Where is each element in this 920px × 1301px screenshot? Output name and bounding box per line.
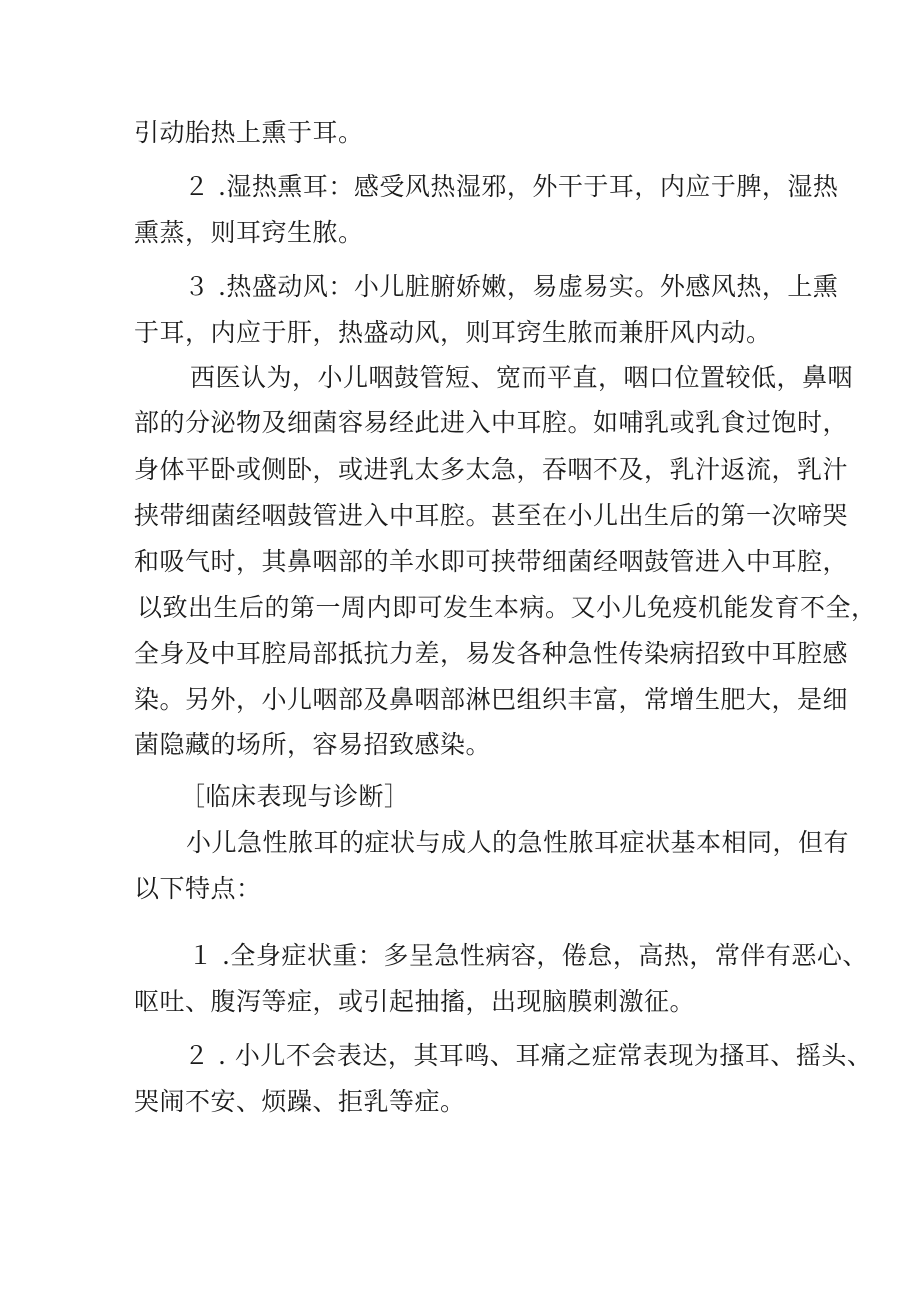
text-line: 全身及中耳腔局部抵抗力差，易发各种急性传染病招致中耳腔感: [134, 639, 849, 668]
text-line: ２ .湿热熏耳：感受风热湿邪，外干于耳，内应于脾，湿热: [184, 172, 839, 201]
text-line: 引动胎热上熏于耳。: [134, 118, 364, 147]
text-line: 挟带细菌经咽鼓管进入中耳腔。甚至在小儿出生后的第一次啼哭: [134, 501, 849, 530]
text-line: 部的分泌物及细菌容易经此进入中耳腔。如哺乳或乳食过饱时，: [134, 408, 849, 437]
text-line: 小儿急性脓耳的症状与成人的急性脓耳症状基本相同，但有: [186, 828, 850, 857]
text-line: 染。另外，小儿咽部及鼻咽部淋巴组织丰富，常增生肥大，是细: [134, 685, 849, 714]
text-line: 哭闹不安、烦躁、拒乳等症。: [134, 1087, 466, 1116]
text-line: 身体平卧或侧卧，或进乳太多太急，吞咽不及，乳汁返流，乳汁: [134, 455, 849, 484]
text-line: １ .全身症状重：多呈急性病容，倦怠，高热，常伴有恶心、: [188, 941, 868, 970]
text-line: 菌隐藏的场所，容易招致感染。: [134, 730, 492, 759]
section-heading: ［临床表现与诊断］: [180, 782, 410, 811]
text-line: 和吸气时，其鼻咽部的羊水即可挟带细菌经咽鼓管进入中耳腔，: [134, 547, 849, 576]
text-line: 以致出生后的第一周内即可发生本病。又小儿免疫机能发育不全，: [137, 593, 877, 622]
text-line: 以下特点：: [134, 874, 262, 903]
text-line: 呕吐、腹泻等症，或引起抽搐，出现脑膜刺激征。: [134, 987, 696, 1016]
text-line: ３ .热盛动风：小儿脏腑娇嫩，易虚易实。外感风热，上熏: [184, 272, 839, 301]
text-line: 熏蒸，则耳窍生脓。: [134, 218, 364, 247]
text-line: 于耳，内应于肝，热盛动风，则耳窍生脓而兼肝风内动。: [134, 318, 772, 347]
text-line: 西医认为，小儿咽鼓管短、宽而平直，咽口位置较低，鼻咽: [190, 363, 854, 392]
text-line: ２ . 小儿不会表达，其耳鸣、耳痛之症常表现为搔耳、摇头、: [184, 1041, 873, 1070]
